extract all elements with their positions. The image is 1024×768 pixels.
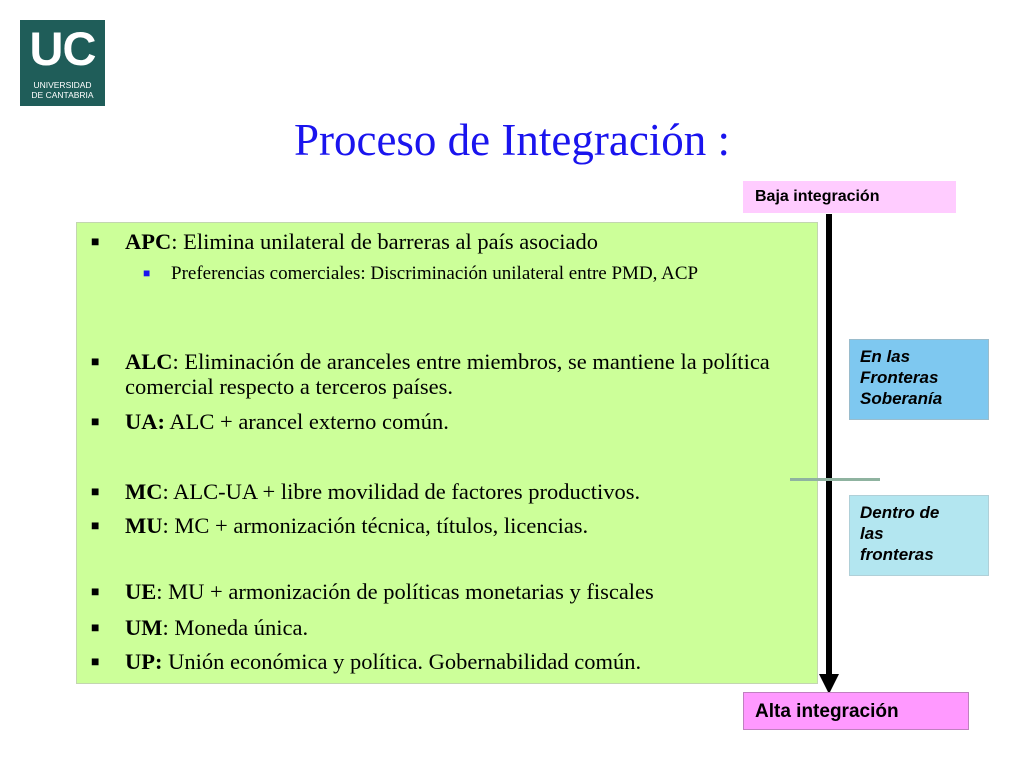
note-line: Soberanía: [860, 389, 943, 408]
bullet-icon: ■: [91, 519, 100, 534]
item-mc: [91, 479, 805, 504]
item-ua: [91, 409, 805, 434]
logo-line-1: UNIVERSIDAD: [33, 80, 92, 90]
bullet-icon: ■: [91, 621, 100, 636]
item-ue: [91, 579, 805, 604]
bullet-icon: ■: [91, 485, 100, 500]
item-up: [91, 649, 805, 674]
item-text: ALC + arancel externo común.: [165, 409, 449, 434]
bullet-icon: ■: [91, 655, 100, 670]
slide-title: Proceso de Integración :: [293, 115, 731, 165]
item-text: : Elimina unilateral de barreras al país asociado: [171, 229, 598, 254]
bullet-icon: ■: [91, 585, 100, 600]
item-text: : ALC-UA + libre movilidad de factores productivos.: [162, 479, 641, 504]
item-term: MU: [125, 513, 163, 538]
bullet-icon: ■: [91, 235, 100, 250]
item-mu: [91, 513, 805, 538]
note-line: las: [860, 524, 884, 543]
note-line: Fronteras: [860, 368, 939, 387]
sub-bullet-icon: ■: [143, 266, 151, 280]
item-term: APC: [125, 229, 172, 254]
integration-arrow-shaft: [826, 214, 832, 676]
note-line: En las: [860, 347, 911, 366]
item-um: [91, 615, 805, 640]
item-text: : MU + armonización de políticas monetarias y fiscales: [156, 579, 654, 604]
subitem-preferencias: [143, 263, 791, 285]
content-panel: [76, 222, 818, 684]
item-term: UE: [125, 579, 157, 604]
note-sovereign-borders: [849, 339, 989, 420]
item-text: Unión económica y política. Gobernabilidad común.: [162, 649, 642, 674]
bullet-icon: ■: [91, 415, 100, 430]
arrow-down-icon: [819, 674, 839, 694]
item-text: : MC + armonización técnica, títulos, licencias.: [162, 513, 589, 538]
logo-line-2: DE CANTABRIA: [31, 90, 94, 100]
item-term: UA:: [125, 409, 165, 434]
note-inside-borders: [849, 495, 989, 576]
note-line: Dentro de: [860, 503, 940, 522]
item-text: : Eliminación de aranceles entre miembros, se mantiene la política comercial respecto a terceros países.: [125, 349, 770, 399]
bullet-icon: ■: [91, 355, 100, 370]
item-alc: [91, 349, 805, 399]
university-logo: [20, 20, 105, 106]
high-integration-label: Alta integración: [743, 692, 969, 730]
subitem-text: Preferencias comerciales: Discriminación unilateral entre PMD, ACP: [171, 263, 699, 284]
low-integration-label: Baja integración: [743, 181, 956, 213]
item-term: UM: [125, 615, 163, 640]
item-text: : Moneda única.: [162, 615, 309, 640]
note-line: fronteras: [860, 545, 934, 564]
item-term: UP:: [125, 649, 163, 674]
item-term: MC: [125, 479, 163, 504]
item-apc: [91, 229, 805, 254]
border-divider-line: [790, 478, 880, 481]
item-term: ALC: [125, 349, 173, 374]
logo-acronym: UC: [29, 22, 96, 75]
